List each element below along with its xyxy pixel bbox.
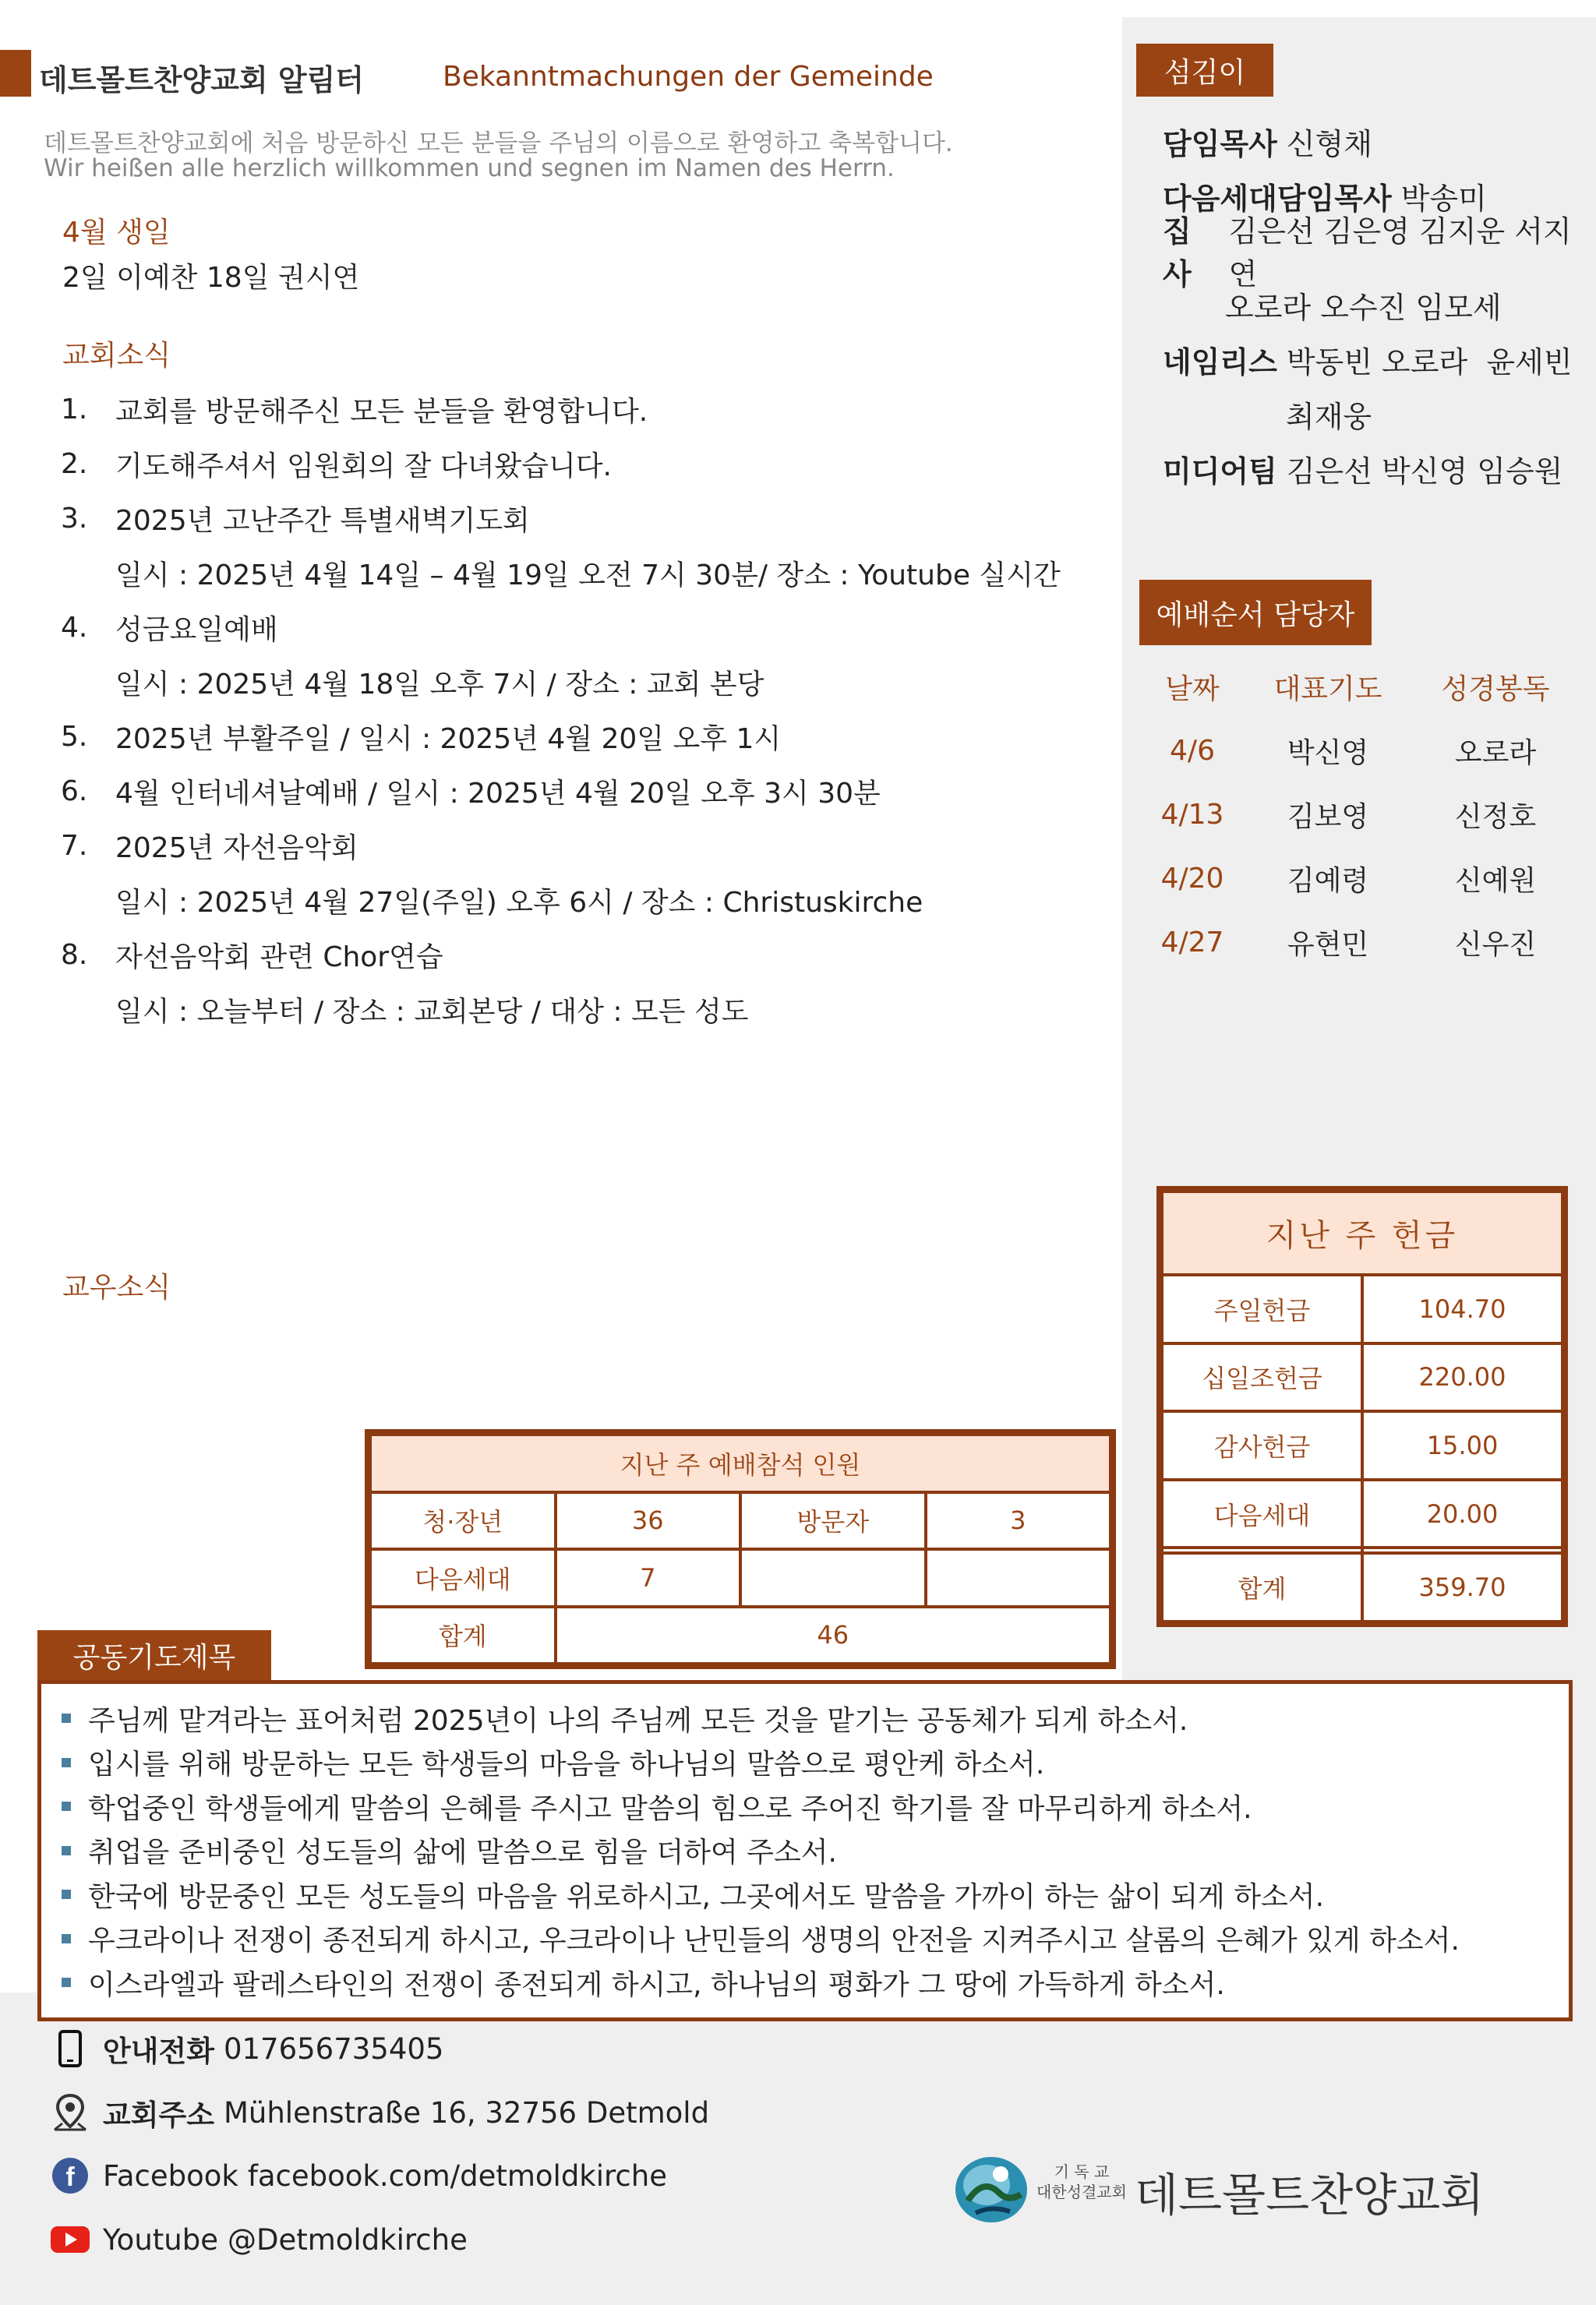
order-date: 4/13 — [1160, 798, 1224, 831]
order-date: 4/6 — [1170, 734, 1215, 767]
prayer-box — [37, 1680, 1573, 2021]
servant-line — [1163, 114, 1596, 168]
servant-names: 김은선 김은영 김지운 서지연 — [1228, 214, 1572, 291]
servant-line — [1163, 387, 1596, 441]
attendance-cell: 방문자 — [740, 1492, 926, 1550]
news-list — [61, 382, 1105, 1036]
attendance-cell: 다음세대 — [370, 1549, 556, 1607]
order-reading: 신예원 — [1454, 864, 1537, 897]
worship-order-row — [1138, 782, 1582, 846]
youtube-label: Youtube — [103, 2222, 218, 2257]
news-item — [61, 436, 1105, 491]
news-item — [61, 764, 1105, 818]
offering-amount: 20.00 — [1362, 1480, 1562, 1548]
news-text: 4월 인터네셔날예배 / 일시 : 2025년 4월 20일 오후 3시 30분 — [115, 777, 881, 810]
worship-order-row — [1138, 846, 1582, 910]
servant-role: 다음세대담임목사 — [1163, 181, 1392, 216]
offering-amount: 104.70 — [1362, 1275, 1562, 1343]
phone-label: 안내전화 — [103, 2035, 214, 2068]
prayer-item — [57, 1696, 1569, 1741]
news-number: 1. — [61, 393, 88, 425]
worship-order-title: 예배순서 담당자 — [1139, 580, 1372, 645]
news-text: 기도해주셔서 임원회의 잘 다녀왔습니다. — [115, 450, 612, 482]
bullet-icon — [62, 1934, 71, 1943]
attendance-cell: 청·장년 — [370, 1492, 556, 1550]
news-number: 7. — [61, 829, 88, 862]
footer-facebook — [50, 2155, 667, 2196]
news-subtext: 일시 : 오늘부터 / 장소 : 교회본당 / 대상 : 모든 성도 — [115, 995, 749, 1028]
attendance-cell: 46 — [556, 1607, 1111, 1664]
news-item — [61, 382, 1105, 436]
servant-names: 신형채 — [1286, 126, 1372, 161]
worship-order-row — [1138, 910, 1582, 974]
phone-number: 017656735405 — [223, 2031, 444, 2066]
offering-label: 합계 — [1162, 1553, 1362, 1622]
servant-names: 박송미 — [1400, 181, 1487, 216]
offering-title: 지난 주 헌금 — [1162, 1191, 1562, 1275]
news-subtext: 일시 : 2025년 4월 27일(주일) 오후 6시 / 장소 : Christuskirche — [115, 886, 923, 919]
facebook-icon — [50, 2155, 90, 2196]
order-reading: 신우진 — [1454, 928, 1537, 961]
prayer-text: 우크라이나 전쟁이 종전되게 하시고, 우크라이나 난민들의 생명의 안전을 지켜주시고 살롬의 은혜가 있게 하소서. — [88, 1925, 1460, 1957]
attendance-table — [365, 1429, 1116, 1669]
news-text: 2025년 부활주일 / 일시 : 2025년 4월 20일 오후 1시 — [115, 722, 782, 755]
bullet-icon — [62, 1890, 71, 1899]
offering-label: 주일헌금 — [1162, 1275, 1362, 1343]
worship-order-table — [1138, 655, 1582, 974]
bullet-icon — [62, 1846, 71, 1855]
bullet-icon — [62, 1758, 71, 1767]
news-number: 2. — [61, 447, 88, 480]
news-text: 성금요일예배 — [115, 613, 278, 646]
servant-names: 박동빈 오로라 윤세빈 — [1286, 344, 1573, 379]
order-prayer: 김예령 — [1287, 864, 1369, 897]
offering-table — [1156, 1186, 1568, 1627]
order-date: 4/20 — [1160, 862, 1224, 895]
birthday-text: 2일 이예찬 18일 권시연 — [62, 262, 360, 294]
servant-role: 미디어팀 — [1163, 454, 1277, 489]
order-prayer: 유현민 — [1287, 928, 1369, 961]
news-item — [61, 818, 1105, 873]
servants-list — [1163, 114, 1596, 496]
news-title: 교회소식 — [62, 340, 171, 372]
worship-order-row — [1138, 718, 1582, 782]
welcome-text-ko: 데트몰트찬양교회에 처음 방문하신 모든 분들을 주님의 이름으로 환영하고 축복합니다. — [44, 129, 953, 157]
prayer-text: 한국에 방문중인 모든 성도들의 마음을 위로하시고, 그곳에서도 말씀을 가까이 하는 삶이 되게 하소서. — [88, 1880, 1325, 1913]
news-number: 8. — [61, 938, 88, 971]
news-text: 2025년 고난주간 특별새벽기도회 — [115, 504, 530, 537]
news-item — [61, 491, 1105, 545]
offering-amount: 220.00 — [1362, 1343, 1562, 1412]
prayer-text: 학업중인 학생들에게 말씀의 은혜를 주시고 말씀의 힘으로 주어진 학기를 잘 마무리하게 하소서. — [88, 1792, 1252, 1825]
prayer-item — [57, 1784, 1569, 1829]
servant-role: 집사 — [1163, 214, 1192, 291]
logo-church-name: 데트몰트찬양교회 — [1135, 2169, 1485, 2222]
prayer-text: 이스라엘과 팔레스타인의 전쟁이 종전되게 하시고, 하나님의 평화가 그 땅에 가득하게 하소서. — [88, 1968, 1225, 2001]
servant-role: 담임목사 — [1163, 126, 1277, 161]
page-subtitle: Bekanntmachungen der Gemeinde — [443, 61, 934, 93]
header-date: 날짜 — [1165, 672, 1220, 705]
address-label: 교회주소 — [103, 2099, 214, 2132]
order-reading: 신정호 — [1454, 800, 1537, 833]
offering-amount: 15.00 — [1362, 1411, 1562, 1480]
attendance-cell: 36 — [556, 1492, 741, 1550]
prayer-title: 공동기도제목 — [37, 1630, 271, 1680]
servants-title: 섬김이 — [1136, 44, 1273, 97]
order-date: 4/27 — [1160, 926, 1224, 958]
prayer-text: 주님께 맡겨라는 표어처럼 2025년이 나의 주님께 모든 것을 맡기는 공동체가 되게 하소서. — [88, 1704, 1188, 1737]
news-number: 4. — [61, 611, 88, 644]
worship-order-header — [1138, 655, 1582, 718]
news-item — [61, 927, 1105, 982]
prayer-text: 입시를 위해 방문하는 모든 학생들의 마음을 하나님의 말씀으로 평안케 하소서. — [88, 1749, 1045, 1781]
header-accent-bar — [0, 50, 31, 97]
servant-line — [1163, 441, 1596, 496]
attendance-cell: 7 — [556, 1549, 741, 1607]
news-item — [61, 600, 1105, 655]
youtube-icon — [50, 2219, 90, 2260]
prayer-item — [57, 1873, 1569, 1917]
prayer-item — [57, 1741, 1569, 1785]
news-text: 자선음악회 관련 Chor연습 — [115, 941, 443, 973]
offering-label — [1162, 1548, 1362, 1553]
attendance-cell — [740, 1549, 926, 1607]
prayer-item — [57, 1917, 1569, 1961]
bullet-icon — [62, 1714, 71, 1723]
prayer-text: 취업을 준비중인 성도들의 삶에 말씀으로 힘을 더하여 주소서. — [88, 1837, 837, 1869]
news-subtext: 일시 : 2025년 4월 14일 – 4월 19일 오전 7시 30분/ 장소 : Youtube 실시간 — [115, 559, 1061, 591]
order-prayer: 박신영 — [1287, 736, 1369, 769]
facebook-label: Facebook — [103, 2159, 238, 2193]
news-text: 2025년 자선음악회 — [115, 831, 358, 864]
phone-icon — [50, 2028, 90, 2069]
header-prayer: 대표기도 — [1273, 672, 1382, 705]
attendance-title: 지난 주 예배참석 인원 — [370, 1435, 1110, 1492]
page-title: 데트몰트찬양교회 알림터 — [39, 63, 365, 97]
welcome-text-de: Wir heißen alle herzlich willkommen und segnen im Namen des Herrn. — [44, 154, 895, 182]
attendance-cell: 3 — [926, 1492, 1111, 1550]
offering-label: 감사헌금 — [1162, 1411, 1362, 1480]
servant-names: 김은선 박신영 임승원 — [1286, 454, 1563, 489]
youtube-link[interactable]: @Detmoldkirche — [227, 2222, 468, 2257]
church-logo-icon — [952, 2154, 1030, 2226]
facebook-link[interactable]: facebook.com/detmoldkirche — [247, 2159, 667, 2193]
order-prayer: 김보영 — [1287, 800, 1369, 833]
offering-amount: 359.70 — [1362, 1553, 1562, 1622]
svg-text:f: f — [65, 2162, 75, 2192]
map-pin-icon — [50, 2092, 90, 2133]
address-text: Mühlenstraße 16, 32756 Detmold — [223, 2095, 710, 2130]
order-reading: 오로라 — [1454, 736, 1537, 769]
attendance-cell — [926, 1549, 1111, 1607]
news-number: 3. — [61, 502, 88, 535]
logo-subtext-1: 기 독 교 — [1054, 2162, 1110, 2181]
attendance-cell: 합계 — [370, 1607, 556, 1664]
logo-subtext-2: 대한성결교회 — [1036, 2183, 1127, 2201]
news-subtext: 일시 : 2025년 4월 18일 오후 7시 / 장소 : 교회 본당 — [115, 668, 764, 701]
offering-label: 다음세대 — [1162, 1480, 1362, 1548]
prayer-item — [57, 1829, 1569, 1873]
members-news-title: 교우소식 — [62, 1272, 171, 1304]
news-number: 5. — [61, 720, 88, 753]
footer-youtube — [50, 2219, 468, 2260]
birthday-title: 4월 생일 — [62, 217, 171, 249]
logo-subtext — [1036, 2162, 1127, 2202]
offering-label: 십일조헌금 — [1162, 1343, 1362, 1412]
news-number: 6. — [61, 775, 88, 807]
offering-amount — [1362, 1548, 1562, 1553]
servant-names: 최재웅 — [1286, 399, 1372, 434]
servant-line — [1163, 332, 1596, 387]
header-reading: 성경봉독 — [1441, 672, 1550, 705]
servant-names: 오로라 오수진 임모세 — [1225, 290, 1502, 325]
servant-role: 네임리스 — [1163, 344, 1277, 379]
bullet-icon — [62, 1802, 71, 1811]
news-text: 교회를 방문해주신 모든 분들을 환영합니다. — [115, 395, 648, 428]
news-item — [61, 709, 1105, 764]
footer-phone — [50, 2028, 443, 2070]
footer-address — [50, 2091, 709, 2134]
prayer-item — [57, 1961, 1569, 2005]
bullet-icon — [62, 1978, 71, 1987]
servant-line — [1163, 214, 1596, 291]
